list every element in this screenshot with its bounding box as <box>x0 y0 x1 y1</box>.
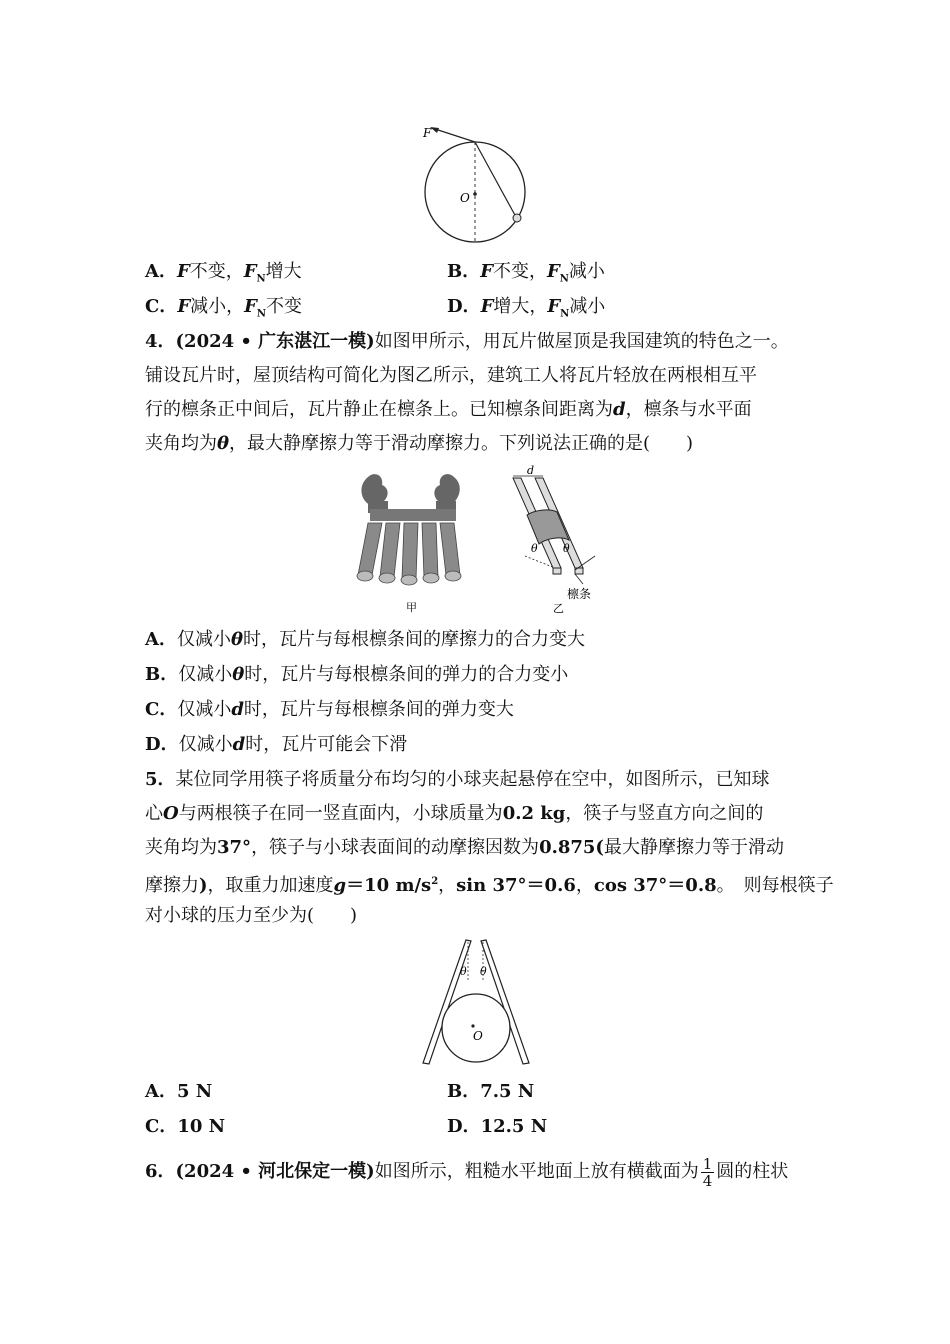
fraction: $\frac{1}{4}$ <box>702 1154 713 1190</box>
tile-rows <box>358 523 460 579</box>
center-dot <box>473 192 477 196</box>
q3-option-c[interactable]: C．F减小，$F_N$不变 <box>145 296 303 320</box>
small-ball <box>513 214 521 222</box>
q3-option-b[interactable]: B．F不变，$F_N$减小 <box>447 261 605 285</box>
figure-circle-force <box>410 120 540 245</box>
q5-line-5: 对小球的压力至少为( ) <box>145 905 358 926</box>
roof-ornament-left <box>361 474 388 513</box>
q4-line-3: 行的檩条正中间后，瓦片静止在檩条上。已知檩条间距离为d，檩条与水平面 <box>145 399 752 420</box>
label-O: O <box>473 1029 483 1043</box>
force-arrow <box>432 128 475 142</box>
q5-option-a[interactable]: A．5 N <box>145 1081 213 1102</box>
q5-line-1: 5．某位同学用筷子将质量分布均匀的小球夹起悬停在空中，如图所示，已知球 <box>145 769 770 790</box>
ball-center <box>471 1024 474 1027</box>
figure-chopsticks <box>418 938 533 1068</box>
label-theta-right: θ <box>480 965 487 978</box>
q3-option-d[interactable]: D．F增大，$F_N$减小 <box>447 296 606 320</box>
roof-ornament-right <box>434 474 459 513</box>
figure-roof-tiles <box>350 465 475 615</box>
ball <box>442 994 510 1062</box>
q5-line-2: 心O与两根筷子在同一竖直面内，小球质量为0.2 kg，筷子与竖直方向之间的 <box>145 803 764 824</box>
label-theta-left: θ <box>531 542 538 555</box>
rope-line <box>475 142 516 217</box>
label-jia: 甲 <box>406 601 417 614</box>
label-lintiao: 檩条 <box>567 587 592 601</box>
q4-line-4: 夹角均为θ，最大静摩擦力等于滑动摩擦力。下列说法正确的是( ) <box>145 433 694 454</box>
roof-ridge <box>370 509 456 521</box>
label-F: F <box>423 126 432 140</box>
q4-option-a[interactable]: A．仅减小θ时，瓦片与每根檩条间的摩擦力的合力变大 <box>145 629 585 650</box>
q4-option-d[interactable]: D．仅减小d时，瓦片可能会下滑 <box>145 734 408 755</box>
q4-line-2: 铺设瓦片时，屋顶结构可简化为图乙所示，建筑工人将瓦片轻放在两根相互平 <box>145 365 757 386</box>
q5-line-3: 夹角均为37°，筷子与小球表面间的动摩擦因数为0.875(最大静摩擦力等于滑动 <box>145 837 784 858</box>
label-theta-left: θ <box>460 965 467 978</box>
q3-option-a[interactable]: A．F不变，$F_N$增大 <box>145 261 302 285</box>
label-O: O <box>460 191 470 205</box>
q4-option-b[interactable]: B．仅减小θ时，瓦片与每根檩条间的弹力的合力变小 <box>145 664 569 685</box>
label-yi: 乙 <box>553 602 564 615</box>
q5-line-4: 摩擦力)，取重力加速度g＝10 $m/s^2$，sin 37°＝0.6，cos 37°＝0.8。 则每根筷子 <box>145 875 834 896</box>
q4-line-1: 4．(2024 • 广东湛江一模)如图甲所示，用瓦片做屋顶是我国建筑的特色之一。 <box>145 331 789 352</box>
q6-line-1: 6．(2024 • 河北保定一模)如图所示，粗糙水平地面上放有横截面为 $\frac{1}{4}$ 圆的柱状 <box>145 1154 789 1190</box>
q4-option-c[interactable]: C．仅减小d时，瓦片与每根檩条间的弹力变大 <box>145 699 514 720</box>
label-theta-right: θ <box>563 542 570 555</box>
force-arrowhead <box>430 127 439 133</box>
figure-purlins <box>505 460 615 615</box>
label-d: d <box>527 464 535 477</box>
q5-option-d[interactable]: D．12.5 N <box>447 1116 548 1137</box>
q5-option-b[interactable]: B．7.5 N <box>447 1081 535 1102</box>
q5-option-c[interactable]: C．10 N <box>145 1116 226 1137</box>
